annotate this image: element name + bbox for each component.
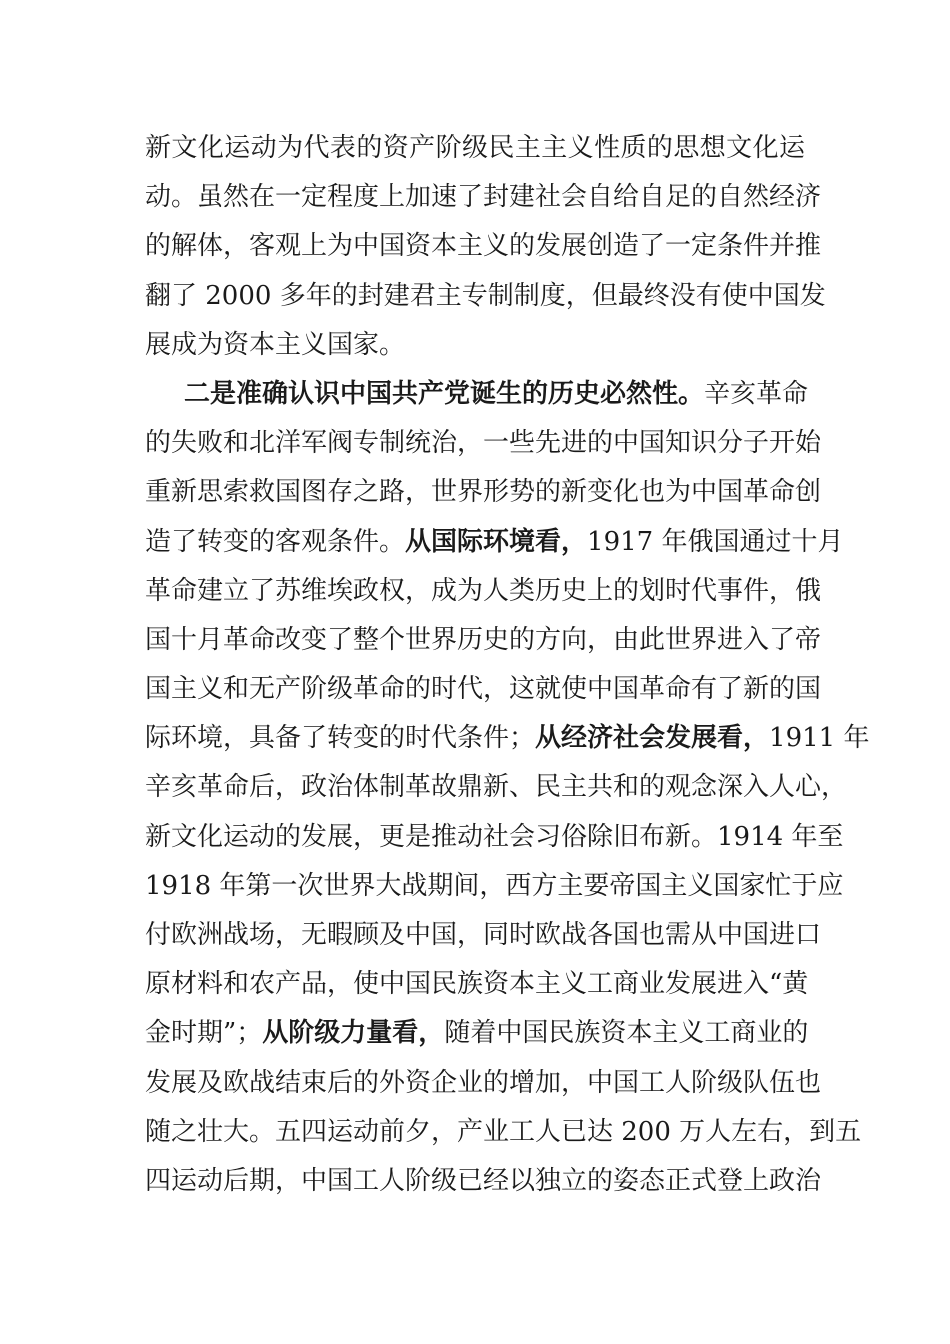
text-run: 国主义和无产阶级革命的时代，这就使中国革命有了新的国	[145, 674, 822, 705]
text-run: 翻了 2000 多年的封建君主专制制度，但最终没有使中国发	[145, 280, 826, 311]
text-line	[145, 518, 844, 567]
text-run: 辛亥革命	[704, 378, 809, 409]
text-line	[145, 1059, 822, 1108]
body-text	[145, 124, 870, 1206]
text-line	[145, 468, 822, 517]
text-run: 辛亥革命后，政治体制革故鼎新、民主共和的观念深入人心，	[145, 772, 848, 803]
text-run: 发展及欧战结束后的外资企业的增加，中国工人阶级队伍也	[145, 1067, 822, 1098]
text-run: 重新思索救国图存之路，世界形势的新变化也为中国革命创	[145, 477, 822, 508]
text-run: 1917 年俄国通过十月	[587, 526, 844, 557]
text-run: 随之壮大。五四运动前夕，产业工人已达 200 万人左右，到五	[145, 1116, 862, 1147]
text-line	[145, 813, 844, 862]
text-line	[145, 222, 822, 271]
text-run: 新文化运动的发展，更是推动社会习俗除旧布新。1914 年至	[145, 821, 844, 852]
text-line	[145, 1157, 822, 1206]
bold-phrase: 从国际环境看，	[405, 526, 588, 557]
text-run: 金时期”；	[145, 1018, 263, 1049]
text-run: 四运动后期，中国工人阶级已经以独立的姿态正式登上政治	[145, 1165, 822, 1196]
text-line	[145, 124, 805, 173]
text-line	[145, 272, 826, 321]
text-run: 1911 年	[769, 723, 870, 754]
text-run: 1918 年第一次世界大战期间，西方主要帝国主义国家忙于应	[145, 870, 844, 901]
text-line	[145, 665, 822, 714]
text-run: 造了转变的客观条件。	[145, 526, 406, 557]
text-run: 原材料和农产品，使中国民族资本主义工商业发展进入“黄	[145, 969, 809, 1000]
text-run: 革命建立了苏维埃政权，成为人类历史上的划时代事件，俄	[145, 575, 822, 606]
text-run: 的失败和北洋军阀专制统治，一些先进的中国知识分子开始	[145, 428, 822, 459]
text-line	[145, 714, 870, 763]
text-run: 际环境，具备了转变的时代条件；	[145, 723, 536, 754]
text-line	[145, 370, 809, 419]
bold-phrase: 二是准确认识中国共产党诞生的历史必然性。	[184, 378, 705, 409]
text-line	[145, 321, 805, 370]
text-run: 动。虽然在一定程度上加速了封建社会自给自足的自然经济	[145, 182, 822, 213]
text-line	[145, 1108, 862, 1157]
text-line	[145, 567, 822, 616]
bold-phrase: 从经济社会发展看，	[535, 723, 770, 754]
text-line	[145, 960, 809, 1009]
text-line	[145, 1009, 809, 1058]
text-run: 国十月革命改变了整个世界历史的方向，由此世界进入了帝	[145, 624, 822, 655]
text-line	[145, 173, 822, 222]
text-line	[145, 763, 848, 812]
text-run: 付欧洲战场，无暇顾及中国，同时欧战各国也需从中国进口	[145, 920, 822, 950]
bold-phrase: 从阶级力量看，	[262, 1018, 445, 1049]
text-run: 随着中国民族资本主义工商业的	[444, 1018, 809, 1049]
text-run: 的解体，客观上为中国资本主义的发展创造了一定条件并推	[145, 231, 822, 262]
text-line	[145, 616, 822, 665]
text-line	[145, 419, 822, 468]
text-line	[145, 862, 844, 911]
text-line	[145, 911, 822, 960]
text-run: 展成为资本主义国家。	[145, 329, 406, 360]
text-run: 新文化运动为代表的资产阶级民主主义性质的思想文化运	[145, 133, 805, 163]
